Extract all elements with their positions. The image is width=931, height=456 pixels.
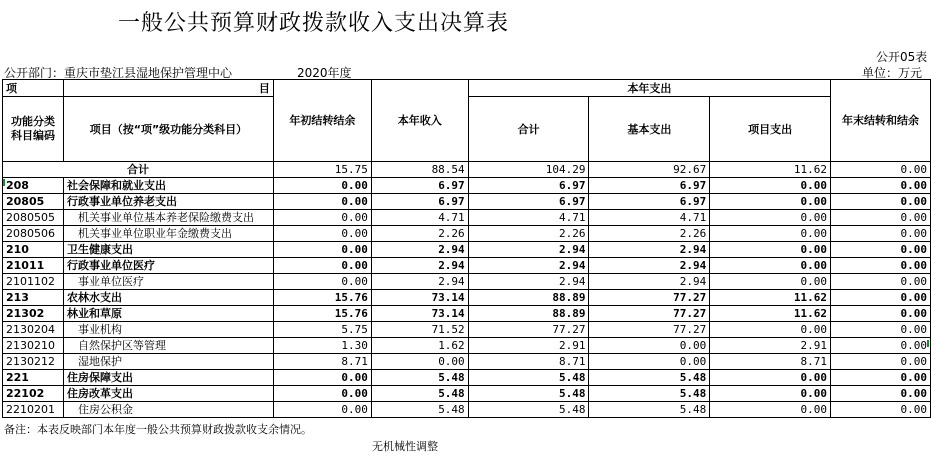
row-basic: 6.97 <box>589 178 710 194</box>
row-name: 社会保障和就业支出 <box>63 178 273 194</box>
row-basic: 6.97 <box>589 194 710 210</box>
header-end-balance: 年末结转和结余 <box>831 80 931 162</box>
row-end: 0.00 <box>831 402 931 418</box>
row-code: 210 <box>3 242 64 258</box>
row-total: 2.94 <box>468 274 589 290</box>
row-basic: 77.27 <box>589 322 710 338</box>
row-start: 0.00 <box>273 386 371 402</box>
row-name: 住房改革支出 <box>63 386 273 402</box>
row-project: 0.00 <box>710 178 831 194</box>
table-row <box>3 178 931 194</box>
row-total: 5.48 <box>468 402 589 418</box>
header-name: 项目（按“项”级功能分类科目） <box>63 97 273 162</box>
row-start: 0.00 <box>273 226 371 242</box>
cell-marker <box>927 340 929 347</box>
row-total: 5.48 <box>468 370 589 386</box>
row-project: 0.00 <box>710 226 831 242</box>
row-income: 5.48 <box>371 386 468 402</box>
row-income: 2.94 <box>371 258 468 274</box>
table-note: 备注：本表反映部门本年度一般公共预算财政拨款收支余情况。 <box>4 423 312 436</box>
table-row <box>3 290 931 306</box>
row-basic: 4.71 <box>589 210 710 226</box>
table-row <box>3 338 931 354</box>
row-project: 0.00 <box>710 386 831 402</box>
row-code: 213 <box>3 290 64 306</box>
row-code: 2080506 <box>3 226 64 242</box>
row-name: 住房保障支出 <box>63 370 273 386</box>
table-row <box>3 242 931 258</box>
row-end: 0.00 <box>831 338 931 354</box>
row-start: 0.00 <box>273 258 371 274</box>
row-total: 6.97 <box>468 178 589 194</box>
row-name: 卫生健康支出 <box>63 242 273 258</box>
row-project: 0.00 <box>710 402 831 418</box>
row-start: 0.00 <box>273 242 371 258</box>
row-end: 0.00 <box>831 386 931 402</box>
total-start: 15.75 <box>273 162 371 178</box>
row-code: 2130210 <box>3 338 64 354</box>
row-basic: 77.27 <box>589 306 710 322</box>
row-project: 0.00 <box>710 258 831 274</box>
table-row <box>3 322 931 338</box>
total-income: 88.54 <box>371 162 468 178</box>
table-row <box>3 210 931 226</box>
table-row <box>3 306 931 322</box>
total-project: 11.62 <box>710 162 831 178</box>
unit-label: 单位：万元 <box>862 66 923 80</box>
table-row <box>3 370 931 386</box>
row-total: 2.26 <box>468 226 589 242</box>
row-total: 8.71 <box>468 354 589 370</box>
row-start: 0.00 <box>273 370 371 386</box>
row-basic: 2.26 <box>589 226 710 242</box>
row-total: 5.48 <box>468 386 589 402</box>
row-name: 机关事业单位基本养老保险缴费支出 <box>63 210 273 226</box>
row-end: 0.00 <box>831 210 931 226</box>
row-name: 机关事业单位职业年金缴费支出 <box>63 226 273 242</box>
row-code: 208 <box>3 178 64 194</box>
row-project: 0.00 <box>710 274 831 290</box>
row-end: 0.00 <box>831 306 931 322</box>
row-total: 2.94 <box>468 242 589 258</box>
row-code: 22102 <box>3 386 64 402</box>
total-basic: 92.67 <box>589 162 710 178</box>
fiscal-year: 2020年度 <box>297 66 352 80</box>
row-end: 0.00 <box>831 194 931 210</box>
row-start: 1.30 <box>273 338 371 354</box>
header-income: 本年收入 <box>371 80 468 162</box>
row-total: 77.27 <box>468 322 589 338</box>
footer-remark: 无机械性调整 <box>372 440 438 453</box>
row-name: 农林水支出 <box>63 290 273 306</box>
row-basic: 2.94 <box>589 258 710 274</box>
row-income: 71.52 <box>371 322 468 338</box>
row-project: 0.00 <box>710 210 831 226</box>
table-row <box>3 354 931 370</box>
row-basic: 5.48 <box>589 402 710 418</box>
row-project: 11.62 <box>710 290 831 306</box>
table-row <box>3 386 931 402</box>
row-name: 行政事业单位医疗 <box>63 258 273 274</box>
row-end: 0.00 <box>831 226 931 242</box>
table-row <box>3 194 931 210</box>
row-project: 8.71 <box>710 354 831 370</box>
row-project: 2.91 <box>710 338 831 354</box>
row-total: 2.91 <box>468 338 589 354</box>
row-basic: 5.48 <box>589 370 710 386</box>
row-start: 0.00 <box>273 178 371 194</box>
total-row <box>3 162 931 178</box>
row-name: 行政事业单位养老支出 <box>63 194 273 210</box>
form-number: 公开05表 <box>876 50 928 64</box>
row-end: 0.00 <box>831 274 931 290</box>
row-name: 事业机构 <box>63 322 273 338</box>
row-income: 1.62 <box>371 338 468 354</box>
row-end: 0.00 <box>831 322 931 338</box>
row-code: 2210201 <box>3 402 64 418</box>
header-item-b: 目 <box>63 80 273 97</box>
row-basic: 2.94 <box>589 274 710 290</box>
row-name: 事业单位医疗 <box>63 274 273 290</box>
row-start: 0.00 <box>273 194 371 210</box>
row-start: 15.76 <box>273 306 371 322</box>
row-income: 5.48 <box>371 402 468 418</box>
row-start: 0.00 <box>273 274 371 290</box>
row-total: 4.71 <box>468 210 589 226</box>
row-income: 6.97 <box>371 178 468 194</box>
row-start: 0.00 <box>273 210 371 226</box>
row-end: 0.00 <box>831 258 931 274</box>
row-income: 6.97 <box>371 194 468 210</box>
header-expense-total: 合计 <box>468 97 589 162</box>
row-code: 21011 <box>3 258 64 274</box>
row-project: 11.62 <box>710 306 831 322</box>
row-income: 5.48 <box>371 370 468 386</box>
row-project: 0.00 <box>710 322 831 338</box>
row-name: 自然保护区等管理 <box>63 338 273 354</box>
row-end: 0.00 <box>831 370 931 386</box>
row-name: 林业和草原 <box>63 306 273 322</box>
table-row <box>3 258 931 274</box>
row-income: 2.26 <box>371 226 468 242</box>
row-basic: 2.94 <box>589 242 710 258</box>
row-total: 2.94 <box>468 258 589 274</box>
row-project: 0.00 <box>710 242 831 258</box>
header-code: 功能分类科目编码 <box>3 97 64 162</box>
row-basic: 5.48 <box>589 386 710 402</box>
header-expense: 本年支出 <box>468 80 830 97</box>
row-name: 住房公积金 <box>63 402 273 418</box>
header-basic: 基本支出 <box>589 97 710 162</box>
row-end: 0.00 <box>831 354 931 370</box>
row-basic: 77.27 <box>589 290 710 306</box>
row-total: 88.89 <box>468 306 589 322</box>
header-item-a: 项 <box>3 80 64 97</box>
row-income: 73.14 <box>371 290 468 306</box>
header-project: 项目支出 <box>710 97 831 162</box>
row-name: 湿地保护 <box>63 354 273 370</box>
row-income: 2.94 <box>371 274 468 290</box>
row-code: 21302 <box>3 306 64 322</box>
row-income: 73.14 <box>371 306 468 322</box>
row-income: 4.71 <box>371 210 468 226</box>
row-code: 2130204 <box>3 322 64 338</box>
total-label: 合计 <box>3 162 274 178</box>
table-row <box>3 226 931 242</box>
row-basic: 0.00 <box>589 354 710 370</box>
row-start: 15.76 <box>273 290 371 306</box>
row-total: 88.89 <box>468 290 589 306</box>
budget-table <box>2 79 931 418</box>
table-row <box>3 274 931 290</box>
row-income: 0.00 <box>371 354 468 370</box>
row-end: 0.00 <box>831 242 931 258</box>
department-label: 公开部门：重庆市垫江县湿地保护管理中心 <box>4 66 233 80</box>
row-total: 6.97 <box>468 194 589 210</box>
row-project: 0.00 <box>710 370 831 386</box>
row-end: 0.00 <box>831 290 931 306</box>
row-income: 2.94 <box>371 242 468 258</box>
total-expense: 104.29 <box>468 162 589 178</box>
row-project: 0.00 <box>710 194 831 210</box>
total-end: 0.00 <box>831 162 931 178</box>
row-code: 2101102 <box>3 274 64 290</box>
row-code: 20805 <box>3 194 64 210</box>
row-code: 2130212 <box>3 354 64 370</box>
row-start: 0.00 <box>273 402 371 418</box>
row-start: 5.75 <box>273 322 371 338</box>
page-title: 一般公共预算财政拨款收入支出决算表 <box>118 11 510 36</box>
header-start-balance: 年初结转结余 <box>273 80 371 162</box>
row-end: 0.00 <box>831 178 931 194</box>
cell-marker <box>3 179 5 186</box>
row-basic: 0.00 <box>589 338 710 354</box>
table-row <box>3 402 931 418</box>
row-code: 221 <box>3 370 64 386</box>
row-start: 8.71 <box>273 354 371 370</box>
row-code: 2080505 <box>3 210 64 226</box>
